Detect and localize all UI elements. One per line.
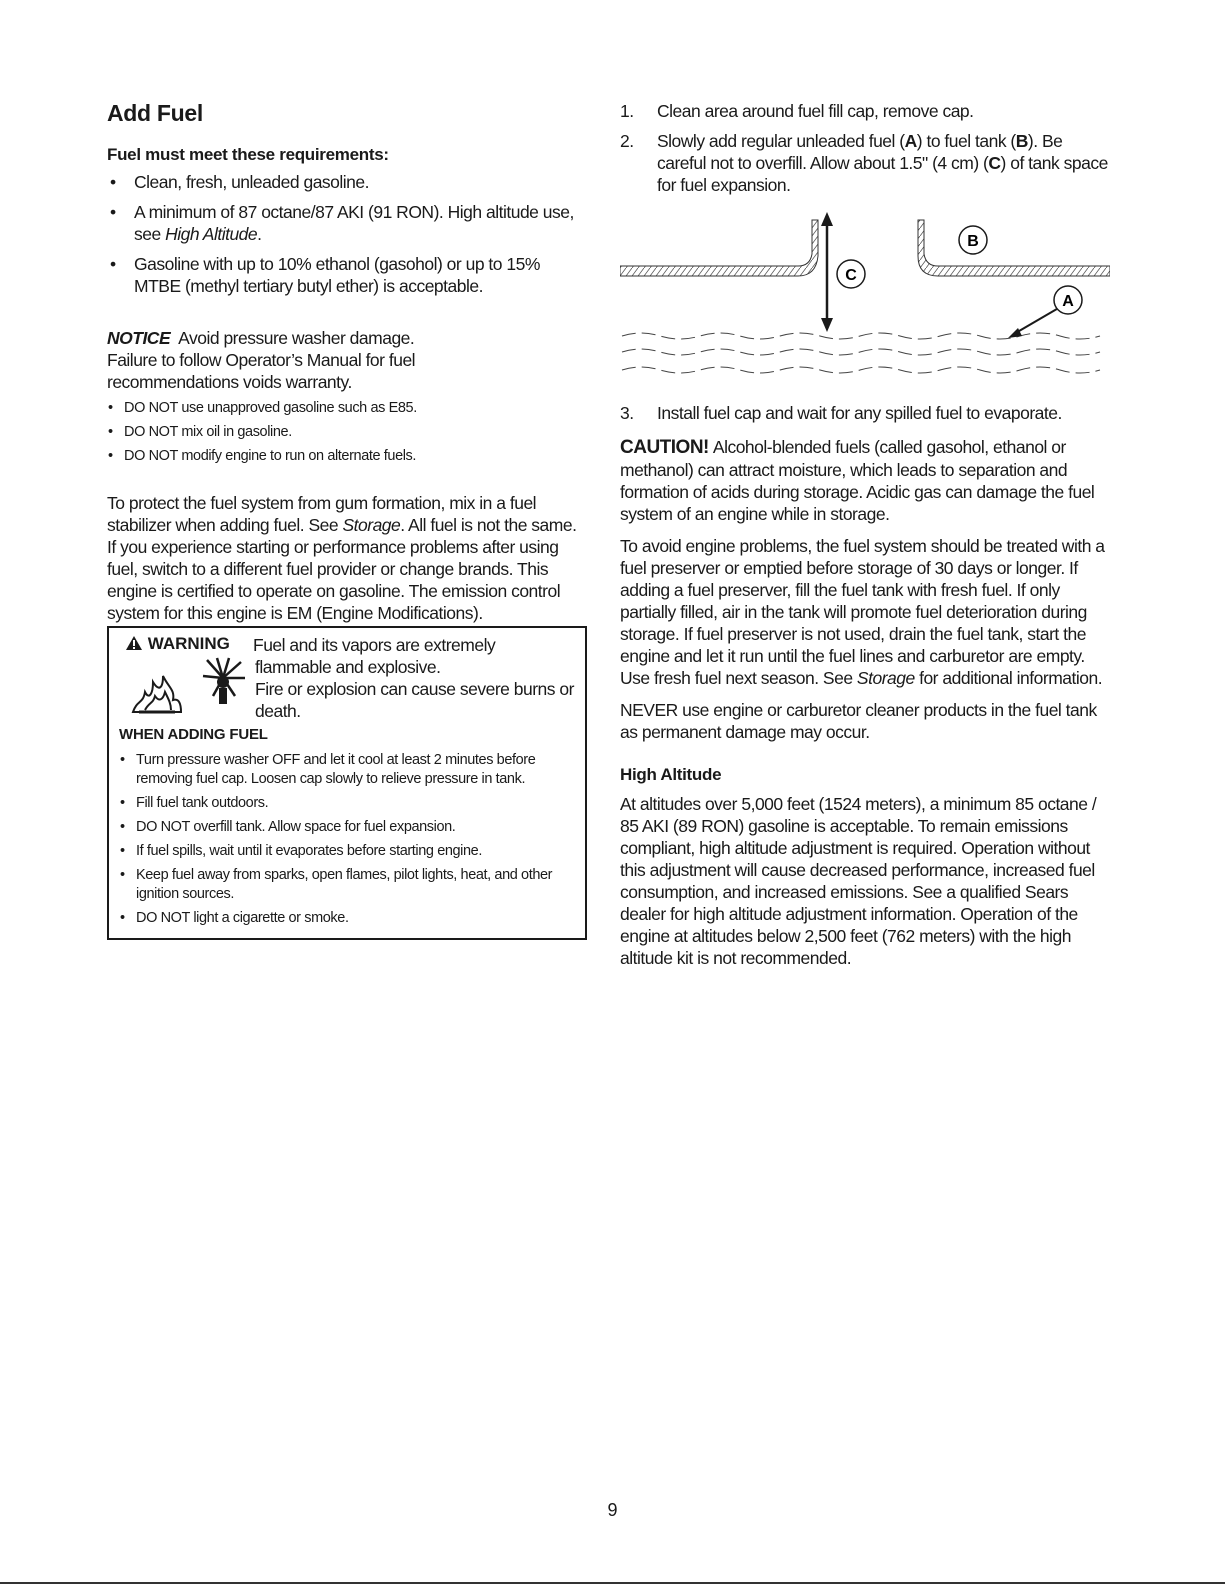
caution-text: Alcohol-blended fuels (called gasohol, ethanol or methanol) can attract moisture, which leads to separation and formation of acids during storage. Acidic gas can damage the fuel system of an engine while in storage. [620, 437, 1095, 524]
warning-label: WARNING [147, 634, 230, 653]
callout-b: B [967, 233, 979, 250]
storage-ref: Storage [856, 668, 915, 688]
stabilizer-paragraph [107, 492, 587, 624]
step-text: Clean area around fuel fill cap, remove cap. [657, 101, 974, 121]
warning-box [107, 626, 587, 940]
list-item: • DO NOT mix oil in gasoline. [107, 423, 587, 442]
list-item: • Gasoline with up to 10% ethanol (gasohol) or up to 15% MTBE (methyl tertiary butyl ether) is acceptable. [107, 253, 587, 297]
list-item [107, 201, 587, 245]
req-text: A minimum of 87 octane/87 AKI (91 RON). High altitude use, see [134, 202, 574, 244]
left-column [107, 100, 587, 940]
caution-label: CAUTION! [620, 437, 709, 458]
explosion-icon [197, 656, 249, 706]
warning-line2: flammable and explosive. [255, 657, 441, 677]
warning-line1: Fuel and its vapors are extremely [253, 635, 496, 655]
never-paragraph: NEVER use engine or carburetor cleaner products in the fuel tank as permanent damage may occur. [620, 700, 1097, 742]
list-item: • DO NOT light a cigarette or smoke. [119, 909, 577, 928]
ref-c: C [988, 153, 1001, 173]
step-number: 2. [620, 131, 634, 151]
stabilizer-text-end: . All fuel is not the same. If you experience starting or performance problems after using fuel, switch to a different fuel provider or change brands. This engine is certified to operate on gasoline. The emission control system for this engine is EM (Engine Modifications). [107, 515, 577, 623]
avoid-text-end: for additional information. [914, 668, 1103, 688]
fill-steps-continued [620, 402, 1110, 424]
step-item [620, 130, 1110, 196]
high-altitude-heading: High Altitude [620, 765, 722, 784]
callout-a: A [1062, 293, 1074, 310]
list-item: • Clean, fresh, unleaded gasoline. [107, 171, 587, 193]
section-title: Add Fuel [107, 100, 203, 126]
step-text: ) of tank space for fuel expansion. [657, 153, 1108, 195]
step-number: 1. [620, 101, 634, 121]
notice-label: NOTICE [107, 328, 171, 348]
req-text-end: . [257, 224, 262, 244]
ref-a: A [904, 131, 917, 151]
warning-triangle-icon [125, 635, 143, 651]
bottom-rule [0, 1582, 1225, 1584]
step-number: 3. [620, 403, 634, 423]
notice-body: Failure to follow Operator’s Manual for fuel recommendations voids warranty. [107, 350, 416, 392]
when-adding-fuel-heading: WHEN ADDING FUEL [119, 726, 268, 743]
page-number: 9 [607, 1500, 618, 1520]
step-text: Install fuel cap and wait for any spilled fuel to evaporate. [657, 403, 1062, 423]
callout-c: C [845, 267, 857, 284]
high-altitude-ref: High Altitude [165, 224, 258, 244]
warning-list [119, 751, 577, 928]
requirements-list [107, 171, 587, 297]
list-item: • DO NOT overfill tank. Allow space for fuel expansion. [119, 818, 577, 837]
step-item [620, 100, 1110, 122]
list-item: • Keep fuel away from sparks, open flames, pilot lights, heat, and other ignition sources. [119, 866, 577, 904]
step-text: ). Be careful not to overfill. Allow about 1.5" (4 cm) ( [657, 131, 1063, 173]
right-column [620, 100, 1110, 969]
fill-steps [620, 100, 1110, 196]
stabilizer-text: To protect the fuel system from gum formation, mix in a fuel stabilizer when adding fuel. See [107, 493, 537, 535]
avoid-paragraph [620, 535, 1110, 689]
step-text: ) to fuel tank ( [916, 131, 1016, 151]
high-altitude-paragraph: At altitudes over 5,000 feet (1524 meters), a minimum 85 octane / 85 AKI (89 RON) gasoline is acceptable. To remain emissions compliant, high altitude adjustment is required. Operation without this adjustment will cause decreased performance, increased fuel consumption, and increased emissions. See a qualified Sears dealer for high altitude adjustment information. Operation of the engine at altitudes below 2,500 feet (762 meters) with the high altitude kit is not recommended. [620, 794, 1097, 968]
avoid-text: To avoid engine problems, the fuel system should be treated with a fuel preserver or emptied before storage of 30 days or longer. If adding a fuel preserver, fill the fuel tank with fresh fuel. If only partially filled, air in the tank will promote fuel deterioration during storage. If fuel preserver is not used, drain the fuel tank, start the engine and let it run until the fuel lines and carburetor are empty. Use fresh fuel next season. See [620, 536, 1105, 688]
notice-list [107, 399, 587, 466]
caution-paragraph [620, 436, 1110, 525]
list-item: • If fuel spills, wait until it evaporates before starting engine. [119, 842, 577, 861]
list-item: • DO NOT modify engine to run on alternate fuels. [107, 447, 587, 466]
ref-b: B [1015, 131, 1028, 151]
step-text: Slowly add regular unleaded fuel ( [657, 131, 905, 151]
list-item: • Turn pressure washer OFF and let it cool at least 2 minutes before removing fuel cap. Loosen cap slowly to relieve pressure in tank. [119, 751, 577, 789]
step-item [620, 402, 1110, 424]
notice-lead: Avoid pressure washer damage. [178, 328, 415, 348]
requirements-heading: Fuel must meet these requirements: [107, 145, 389, 164]
fuel-tank-diagram [620, 204, 1110, 394]
storage-ref: Storage [342, 515, 401, 535]
notice-block [107, 327, 587, 466]
fire-icon [129, 670, 185, 714]
list-item: • DO NOT use unapproved gasoline such as E85. [107, 399, 587, 418]
hazard-icons [119, 656, 255, 706]
list-item: • Fill fuel tank outdoors. [119, 794, 577, 813]
warning-label-group [119, 634, 253, 654]
warning-line3: Fire or explosion can cause severe burns or death. [255, 679, 574, 721]
